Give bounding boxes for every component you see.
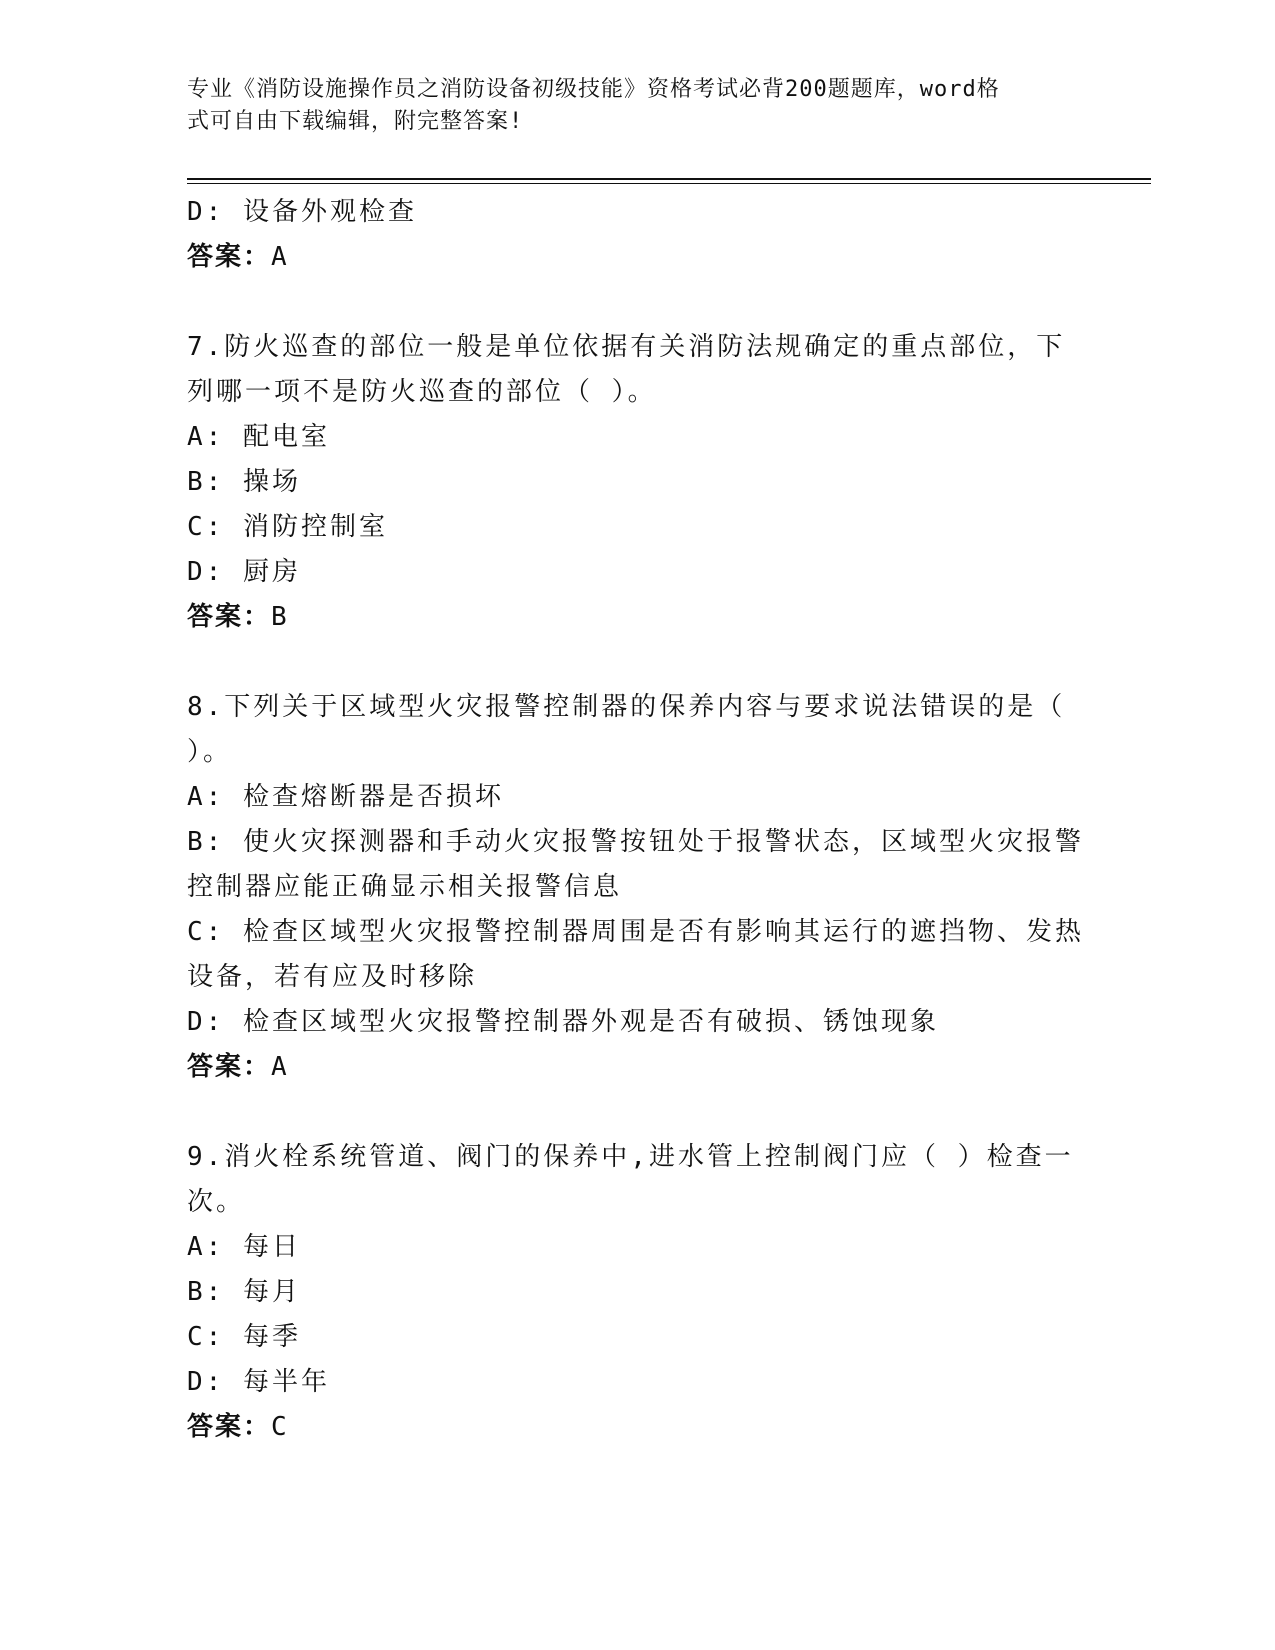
prev-answer <box>187 235 1087 280</box>
spacer <box>187 280 1087 325</box>
answer-value: B <box>271 602 288 632</box>
document-header <box>187 74 1067 138</box>
answer-value: A <box>271 242 288 272</box>
question-7-stem-line-1: 7.防火巡查的部位一般是单位依据有关消防法规确定的重点部位，下 <box>187 332 1066 362</box>
header-line-2: 式可自由下载编辑，附完整答案! <box>187 109 524 134</box>
question-content <box>187 190 1087 1450</box>
question-9 <box>187 1135 1087 1450</box>
question-9-option-c: C: 每季 <box>187 1322 301 1352</box>
question-8-answer <box>187 1045 1087 1090</box>
question-9-option-d: D: 每半年 <box>187 1367 330 1397</box>
header-line-1: 专业《消防设施操作员之消防设备初级技能》资格考试必背200题题库，word格 <box>187 77 1000 102</box>
question-8-option-c-line-1: C: 检查区域型火灾报警控制器周围是否有影响其运行的遮挡物、发热 <box>187 917 1084 947</box>
answer-label: 答案： <box>187 602 272 632</box>
question-7-option-b: B: 操场 <box>187 467 301 497</box>
prev-option-d: D: 设备外观检查 <box>187 197 417 227</box>
question-7-answer <box>187 595 1087 640</box>
question-9-answer <box>187 1405 1087 1450</box>
spacer <box>187 640 1087 685</box>
question-8-stem-line-2: ）。 <box>187 737 233 767</box>
question-8-option-b-line-1: B: 使火灾探测器和手动火灾报警按钮处于报警状态，区域型火灾报警 <box>187 827 1084 857</box>
header-divider-thin <box>187 183 1151 184</box>
question-7-option-d: D: 厨房 <box>187 557 301 587</box>
answer-label: 答案： <box>187 1412 272 1442</box>
question-7 <box>187 325 1087 640</box>
question-9-option-a: A: 每日 <box>187 1232 301 1262</box>
answer-value: C <box>271 1412 288 1442</box>
answer-value: A <box>271 1052 288 1082</box>
question-8-option-d: D: 检查区域型火灾报警控制器外观是否有破损、锈蚀现象 <box>187 1007 939 1037</box>
question-8-option-c-line-2: 设备，若有应及时移除 <box>187 962 478 992</box>
question-7-stem-line-2: 列哪一项不是防火巡查的部位（ ）。 <box>187 377 657 407</box>
question-8 <box>187 685 1087 1090</box>
question-8-option-b-line-2: 控制器应能正确显示相关报警信息 <box>187 872 623 902</box>
question-9-stem-line-1: 9.消火栓系统管道、阀门的保养中,进水管上控制阀门应（ ）检查一 <box>187 1142 1074 1172</box>
question-9-stem-line-2: 次。 <box>187 1187 246 1217</box>
question-7-option-a: A: 配电室 <box>187 422 330 452</box>
question-8-stem-line-1: 8.下列关于区域型火灾报警控制器的保养内容与要求说法错误的是（ <box>187 692 1066 722</box>
header-divider-thick <box>187 178 1151 180</box>
question-9-option-b: B: 每月 <box>187 1277 301 1307</box>
answer-label: 答案： <box>187 242 272 272</box>
question-8-option-a: A: 检查熔断器是否损坏 <box>187 782 504 812</box>
spacer <box>187 1090 1087 1135</box>
answer-label: 答案： <box>187 1052 272 1082</box>
question-7-option-c: C: 消防控制室 <box>187 512 388 542</box>
